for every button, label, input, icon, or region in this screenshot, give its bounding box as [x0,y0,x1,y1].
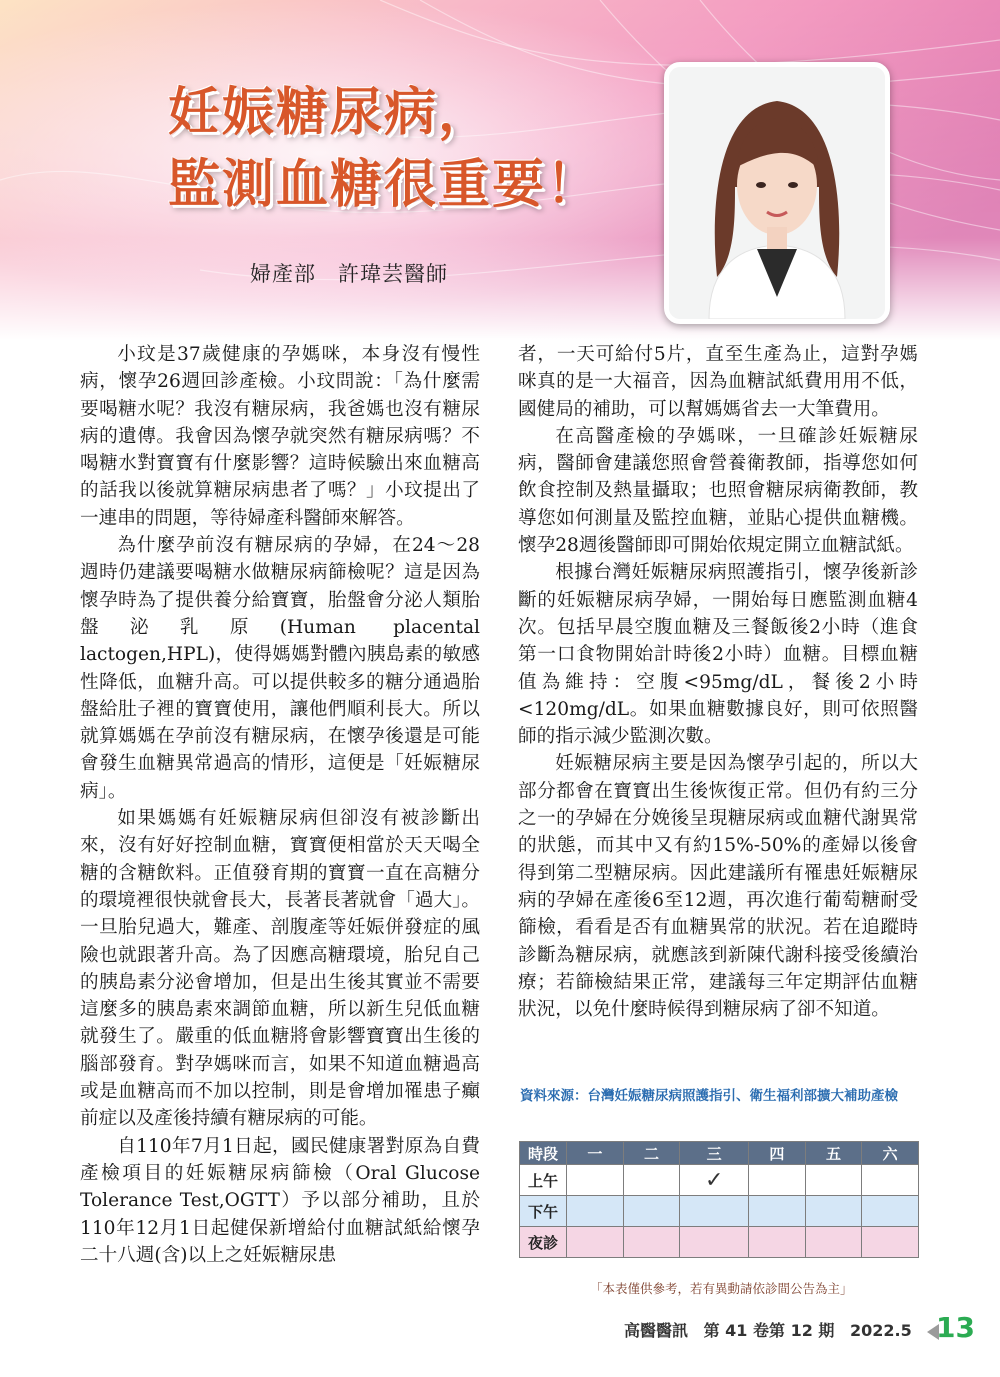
header-cell: 一 [567,1142,624,1165]
page-number: 13 [936,1311,975,1344]
schedule-cell [680,1196,749,1227]
source-citation: 資料來源：台灣妊娠糖尿病照護指引、衛生福利部擴大補助產檢 [520,1088,898,1104]
article-column-left [80,341,480,1269]
schedule-note: 「本表僅供參考，若有異動請依診間公告為主」 [590,1281,853,1296]
schedule-row-afternoon [520,1196,919,1227]
schedule-cell [623,1227,680,1258]
schedule-cell [862,1196,919,1227]
header-cell: 六 [862,1142,919,1165]
header-cell: 時段 [520,1142,567,1165]
schedule-cell [749,1227,806,1258]
paragraph: 妊娠糖尿病主要是因為懷孕引起的，所以大部分都會在寶寶出生後恢復正常。但仍有約三分之一的孕婦在分娩後呈現糖尿病或血糖代謝異常的狀態，而其中又有約15%-50%的產婦以後會得到第二型糖尿病。因此建議所有罹患妊娠糖尿病的孕婦在產後6至12週，再次進行葡萄糖耐受篩檢，看看是否有血糖異常的狀況。若在追蹤時診斷為糖尿病，就應該到新陳代謝科接受後續治療；若篩檢結果正常，建議每三年定期評估血糖狀況，以免什麼時候得到糖尿病了卻不知道。 [518,753,918,1021]
schedule-header-row [520,1142,919,1165]
schedule-cell [749,1165,806,1196]
schedule-cell [749,1196,806,1227]
header-cell: 三 [680,1142,749,1165]
row-label: 下午 [520,1196,567,1227]
schedule-cell [680,1227,749,1258]
clinic-schedule-table [519,1141,919,1258]
paragraph: 在高醫產檢的孕媽咪，一旦確診妊娠糖尿病，醫師會建議您照會營養衛教師，指導您如何飲食控制及熱量攝取；也照會糖尿病衛教師，教導您如何測量及監控血糖，並貼心提供血糖機。懷孕28週後醫師即可開始依規定開立血糖試紙。 [518,425,918,557]
check-mark-icon: ✓ [680,1165,749,1196]
schedule-cell [567,1196,624,1227]
schedule-cell [623,1196,680,1227]
issue-date: 2022.5 [850,1321,912,1340]
paragraph: 根據台灣妊娠糖尿病照護指引，懷孕後新診斷的妊娠糖尿病孕婦，一開始每日應監測血糖4次。包括早晨空腹血糖及三餐飯後2小時（進食第一口食物開始計時後2小時）血糖。目標血糖值為維持：空腹<95mg/dL，餐後2小時<120mg/dL。如果血糖數據良好，則可依照醫師的指示減少監測次數。 [518,562,918,748]
paragraph: 自110年7月1日起，國民健康署對原為自費產檢項目的妊娠糖尿病篩檢（Oral Glucose Tolerance Test,OGTT）予以部分補助，且於110年12月1日起健保新增給付血糖試紙給懷孕二十八週(含)以上之妊娠糖尿患 [80,1135,480,1266]
paragraph: 者，一天可給付5片，直至生產為止，這對孕媽咪真的是一大福音，因為血糖試紙費用用不低，國健局的補助，可以幫媽媽省去一大筆費用。 [518,344,918,420]
doctor-portrait-photo [664,62,890,324]
schedule-cell [805,1196,862,1227]
row-label: 上午 [520,1165,567,1196]
schedule-row-morning [520,1165,919,1196]
schedule-cell [805,1227,862,1258]
page-footer [624,1318,947,1341]
row-label: 夜診 [520,1227,567,1258]
publication-name: 高醫醫訊 [624,1321,689,1340]
schedule-cell [862,1165,919,1196]
header-cell: 四 [749,1142,806,1165]
article-column-right [518,341,918,1023]
header-cell: 五 [805,1142,862,1165]
issue-info: 第 41 卷第 12 期 [703,1321,835,1340]
author-byline: 婦產部 許瑋芸醫師 [250,262,448,286]
paragraph: 如果媽媽有妊娠糖尿病但卻沒有被診斷出來，沒有好好控制血糖，寶寶便相當於天天喝全糖的含糖飲料。正值發育期的寶寶一直在高糖分的環境裡很快就會長大，長著長著就會「過大」。一旦胎兒過大，難產、剖腹產等妊娠併發症的風險也就跟著升高。為了因應高糖環境，胎兒自己的胰島素分泌會增加，但是出生後其實並不需要這麼多的胰島素來調節血糖，所以新生兒低血糖就發生了。嚴重的低血糖將會影響寶寶出生後的腦部發育。對孕媽咪而言，如果不知道血糖過高或是血糖高而不加以控制，則是會增加罹患子癲前症以及產後持續有糖尿病的可能。 [80,808,480,1130]
schedule-cell [567,1227,624,1258]
header-cell: 二 [623,1142,680,1165]
schedule-cell [862,1227,919,1258]
article-title-line2: 監測血糖很重要！ [168,155,601,215]
schedule-row-evening [520,1227,919,1258]
portrait-illustration [669,67,885,319]
paragraph: 為什麼孕前沒有糖尿病的孕婦，在24～28週時仍建議要喝糖水做糖尿病篩檢呢？這是因為懷孕時為了提供養分給寶寶，胎盤會分泌人類胎盤泌乳原(Human placental lactogen,HPL)，使得媽媽對體內胰島素的敏感性降低，血糖升高。可以提供較多的糖分通過胎盤給肚子裡的寶寶使用，讓他們順利長大。所以就算媽媽在孕前沒有糖尿病，在懷孕後還是可能會發生血糖異常過高的情形，這便是「妊娠糖尿病」。 [80,535,480,802]
article-title-line1: 妊娠糖尿病， [168,83,493,143]
schedule-cell [623,1165,680,1196]
paragraph: 小玟是37歲健康的孕媽咪，本身沒有慢性病，懷孕26週回診產檢。小玟問說：「為什麼需要喝糖水呢？我沒有糖尿病，我爸媽也沒有糖尿病的遺傳。我會因為懷孕就突然有糖尿病嗎？不喝糖水對寶寶有什麼影響？這時候驗出來血糖高的話我以後就算糖尿病患者了嗎？」小玟提出了一連串的問題，等待婦產科醫師來解答。 [80,344,480,529]
schedule-cell [805,1165,862,1196]
schedule-cell [567,1165,624,1196]
